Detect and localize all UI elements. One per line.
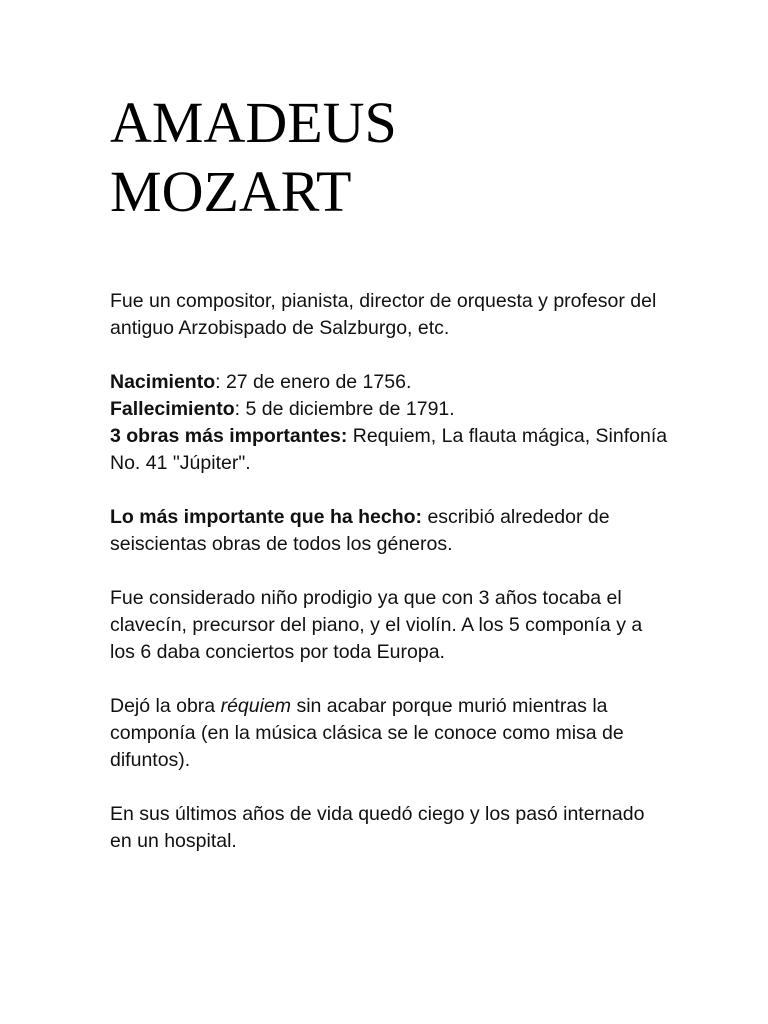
last-years-paragraph: En sus últimos años de vida quedó ciego y los pasó internado en un hospital. bbox=[110, 803, 645, 852]
requiem-paragraph bbox=[110, 693, 670, 774]
birth-label: Nacimiento bbox=[110, 371, 216, 393]
birth-value: : 27 de enero de 1756. bbox=[215, 371, 412, 393]
document-title bbox=[110, 88, 397, 226]
achievement-label: Lo más importante que ha hecho: bbox=[110, 506, 423, 528]
requiem-text-after: sin acabar porque murió mientras la componía (en la música clásica se le conoce como misa de difuntos). bbox=[110, 695, 624, 771]
works-value: Requiem, La flauta mágica, Sinfonía No. 41 "Júpiter". bbox=[110, 425, 668, 474]
intro-paragraph: Fue un compositor, pianista, director de orquesta y profesor del antiguo Arzobispado de Salzburgo, etc. bbox=[110, 290, 657, 339]
requiem-text-before: Dejó la obra bbox=[110, 695, 221, 717]
title-line-2: MOZART bbox=[110, 159, 352, 224]
title-line-1: AMADEUS bbox=[110, 90, 397, 155]
works-label: 3 obras más importantes: bbox=[110, 425, 348, 447]
requiem-italic: réquiem bbox=[220, 695, 292, 717]
achievement-paragraph bbox=[110, 504, 670, 558]
death-label: Fallecimiento bbox=[110, 398, 235, 420]
document-body bbox=[110, 288, 670, 855]
facts-paragraph bbox=[110, 369, 670, 477]
death-value: : 5 de diciembre de 1791. bbox=[234, 398, 455, 420]
achievement-value: escribió alrededor de seiscientas obras de todos los géneros. bbox=[110, 506, 610, 555]
prodigy-paragraph: Fue considerado niño prodigio ya que con 3 años tocaba el clavecín, precursor del piano, y el violín. A los 5 componía y a los 6 daba conciertos por toda Europa. bbox=[110, 587, 643, 663]
